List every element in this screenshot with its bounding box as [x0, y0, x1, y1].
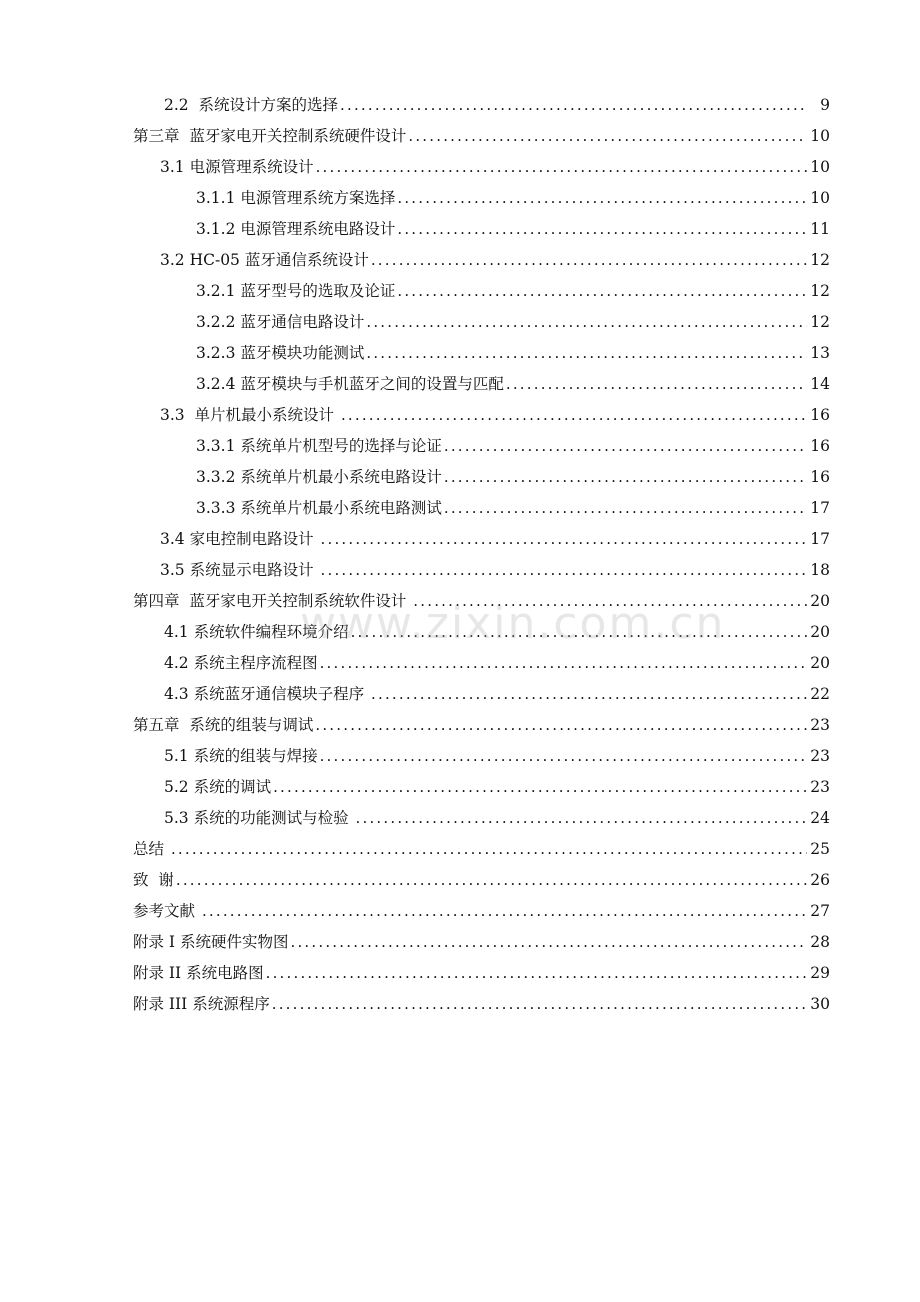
- toc-dot-leader: [171, 834, 807, 865]
- toc-entry-page-number: 11: [807, 214, 830, 245]
- toc-dot-leader: [444, 431, 807, 462]
- toc-entry[interactable]: [0, 834, 920, 865]
- toc-entry-page-number: 23: [807, 710, 830, 741]
- toc-dot-leader: [321, 524, 807, 555]
- toc-entry-page-number: 12: [807, 307, 830, 338]
- toc-entry-page-number: 12: [807, 245, 830, 276]
- toc-entry-page-number: 23: [807, 772, 830, 803]
- toc-entry-title: 3.3.3 系统单片机最小系统电路测试: [196, 493, 444, 524]
- toc-entry[interactable]: [0, 90, 920, 121]
- toc-entry[interactable]: [0, 121, 920, 152]
- toc-entry-title: 第四章 蓝牙家电开关控制系统软件设计: [133, 586, 413, 617]
- toc-entry-title: 3.3.1 系统单片机型号的选择与论证: [196, 431, 444, 462]
- toc-entry[interactable]: [0, 400, 920, 431]
- toc-dot-leader: [273, 772, 807, 803]
- toc-dot-leader: [351, 617, 807, 648]
- toc-entry[interactable]: [0, 431, 920, 462]
- toc-entry-page-number: 30: [807, 989, 830, 1020]
- table-of-contents: [0, 90, 920, 1020]
- toc-entry-title: 4.3 系统蓝牙通信模块子程序: [164, 679, 371, 710]
- toc-entry-title: 5.3 系统的功能测试与检验: [164, 803, 356, 834]
- toc-entry[interactable]: [0, 245, 920, 276]
- toc-entry-page-number: 20: [807, 617, 830, 648]
- toc-dot-leader: [366, 338, 807, 369]
- toc-entry[interactable]: [0, 803, 920, 834]
- toc-entry-title: 3.5 系统显示电路设计: [160, 555, 321, 586]
- toc-dot-leader: [371, 679, 807, 710]
- toc-dot-leader: [321, 555, 807, 586]
- toc-entry[interactable]: [0, 989, 920, 1020]
- toc-dot-leader: [356, 803, 807, 834]
- toc-entry-page-number: 14: [807, 369, 830, 400]
- toc-entry-title: 3.2.2 蓝牙通信电路设计: [196, 307, 366, 338]
- toc-dot-leader: [266, 958, 807, 989]
- toc-entry-page-number: 17: [807, 493, 830, 524]
- toc-dot-leader: [397, 276, 807, 307]
- toc-dot-leader: [320, 741, 807, 772]
- toc-entry-page-number: 29: [807, 958, 830, 989]
- toc-entry-page-number: 16: [807, 400, 830, 431]
- toc-entry-page-number: 10: [807, 183, 830, 214]
- toc-entry-title: 3.4 家电控制电路设计: [160, 524, 321, 555]
- toc-entry-title: 第五章 系统的组装与调试: [133, 710, 315, 741]
- toc-entry-title: 5.1 系统的组装与焊接: [164, 741, 320, 772]
- toc-entry-title: 3.2 HC-05 蓝牙通信系统设计: [160, 245, 371, 276]
- toc-dot-leader: [341, 400, 807, 431]
- toc-entry[interactable]: [0, 741, 920, 772]
- toc-entry[interactable]: [0, 524, 920, 555]
- toc-entry-page-number: 10: [807, 121, 830, 152]
- toc-entry-title: 第三章 蓝牙家电开关控制系统硬件设计: [133, 121, 408, 152]
- toc-dot-leader: [444, 493, 807, 524]
- toc-entry[interactable]: [0, 338, 920, 369]
- toc-dot-leader: [315, 710, 807, 741]
- toc-entry[interactable]: [0, 958, 920, 989]
- toc-entry-title: 3.2.4 蓝牙模块与手机蓝牙之间的设置与匹配: [196, 369, 506, 400]
- toc-entry-page-number: 27: [807, 896, 830, 927]
- toc-dot-leader: [272, 989, 807, 1020]
- toc-entry-page-number: 13: [807, 338, 830, 369]
- toc-entry[interactable]: [0, 679, 920, 710]
- toc-entry-page-number: 20: [807, 586, 830, 617]
- toc-entry[interactable]: [0, 617, 920, 648]
- toc-entry-title: 附录 III 系统源程序: [133, 989, 272, 1020]
- toc-entry-title: 3.3.2 系统单片机最小系统电路设计: [196, 462, 444, 493]
- toc-entry-page-number: 22: [807, 679, 830, 710]
- toc-entry[interactable]: [0, 493, 920, 524]
- toc-entry[interactable]: [0, 772, 920, 803]
- toc-entry[interactable]: [0, 183, 920, 214]
- toc-entry[interactable]: [0, 555, 920, 586]
- toc-entry-title: 3.1.2 电源管理系统电路设计: [196, 214, 397, 245]
- toc-entry-page-number: 25: [807, 834, 830, 865]
- toc-dot-leader: [413, 586, 807, 617]
- toc-entry[interactable]: [0, 307, 920, 338]
- toc-dot-leader: [202, 896, 807, 927]
- toc-dot-leader: [290, 927, 807, 958]
- toc-dot-leader: [316, 152, 807, 183]
- toc-entry-title: 附录 I 系统硬件实物图: [133, 927, 290, 958]
- toc-entry[interactable]: [0, 865, 920, 896]
- toc-entry-title: 附录 II 系统电路图: [133, 958, 266, 989]
- toc-entry[interactable]: [0, 927, 920, 958]
- toc-dot-leader: [366, 307, 807, 338]
- toc-dot-leader: [340, 90, 807, 121]
- toc-entry[interactable]: [0, 648, 920, 679]
- toc-dot-leader: [397, 214, 807, 245]
- watermark: www.zixin.com.cn: [300, 598, 726, 649]
- toc-entry-page-number: 16: [807, 462, 830, 493]
- toc-entry-title: 3.2.3 蓝牙模块功能测试: [196, 338, 366, 369]
- toc-entry-title: 3.3 单片机最小系统设计: [160, 400, 341, 431]
- toc-entry-title: 3.1.1 电源管理系统方案选择: [196, 183, 397, 214]
- toc-entry[interactable]: [0, 586, 920, 617]
- toc-entry-page-number: 18: [807, 555, 830, 586]
- toc-entry[interactable]: [0, 896, 920, 927]
- toc-entry-title: 参考文献: [133, 896, 202, 927]
- toc-entry[interactable]: [0, 369, 920, 400]
- toc-dot-leader: [506, 369, 807, 400]
- toc-dot-leader: [371, 245, 807, 276]
- toc-entry-page-number: 24: [807, 803, 830, 834]
- toc-dot-leader: [397, 183, 807, 214]
- toc-entry-title: 5.2 系统的调试: [164, 772, 273, 803]
- toc-entry-title: 3.2.1 蓝牙型号的选取及论证: [196, 276, 397, 307]
- toc-entry-page-number: 26: [807, 865, 830, 896]
- toc-entry-page-number: 28: [807, 927, 830, 958]
- toc-entry-title: 2.2 系统设计方案的选择: [164, 90, 340, 121]
- toc-entry[interactable]: [0, 276, 920, 307]
- toc-entry-title: 4.1 系统软件编程环境介绍: [164, 617, 351, 648]
- toc-entry[interactable]: [0, 152, 920, 183]
- toc-entry-title: 4.2 系统主程序流程图: [164, 648, 320, 679]
- toc-dot-leader: [320, 648, 807, 679]
- toc-entry-page-number: 12: [807, 276, 830, 307]
- toc-entry-title: 致 谢: [133, 865, 176, 896]
- toc-entry[interactable]: [0, 462, 920, 493]
- toc-entry-page-number: 10: [807, 152, 830, 183]
- toc-entry[interactable]: [0, 710, 920, 741]
- toc-dot-leader: [408, 121, 807, 152]
- toc-entry-title: 3.1 电源管理系统设计: [160, 152, 316, 183]
- toc-entry-page-number: 16: [807, 431, 830, 462]
- toc-dot-leader: [176, 865, 807, 896]
- toc-entry-page-number: 17: [807, 524, 830, 555]
- toc-dot-leader: [444, 462, 807, 493]
- toc-entry-title: 总结: [133, 834, 171, 865]
- toc-entry[interactable]: [0, 214, 920, 245]
- toc-entry-page-number: 23: [807, 741, 830, 772]
- toc-entry-page-number: 20: [807, 648, 830, 679]
- toc-entry-page-number: 9: [817, 90, 830, 121]
